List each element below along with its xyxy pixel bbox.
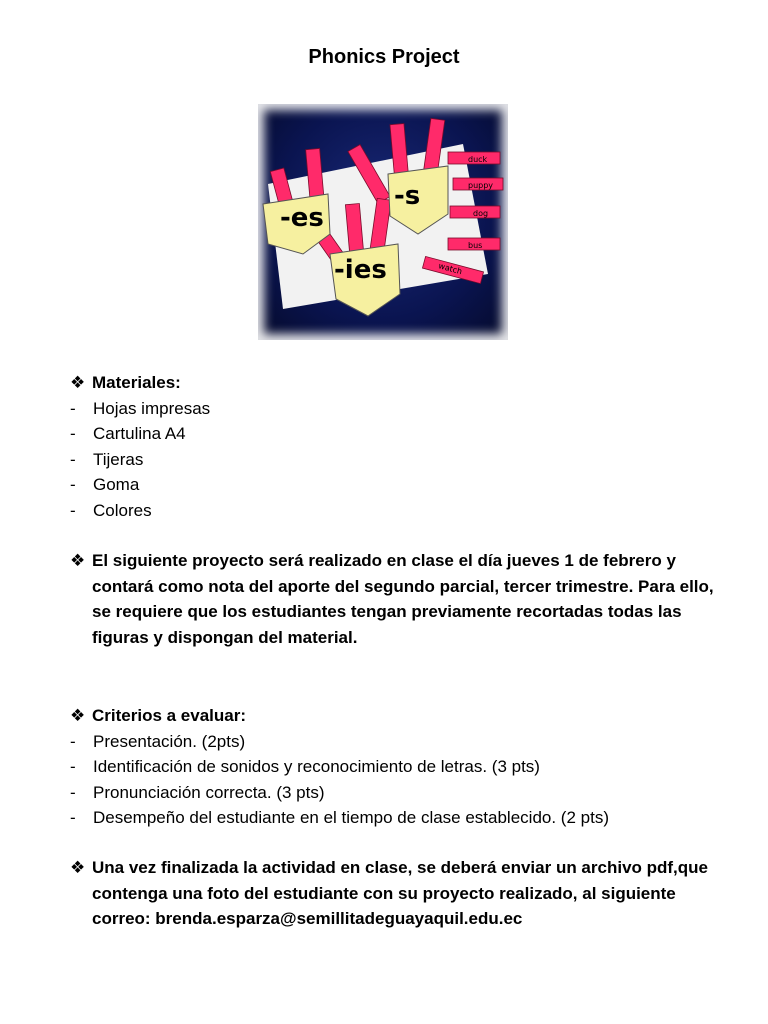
project-illustration	[258, 104, 508, 340]
page-title: Phonics Project	[308, 46, 460, 68]
word-duck: duck	[468, 155, 488, 164]
list-item: - Desempeño del estudiante en el tiempo de clase establecido. (2 pts)	[70, 808, 609, 827]
label-ies: -ies	[334, 255, 387, 285]
final-note	[70, 855, 730, 932]
list-item: - Colores	[70, 500, 152, 520]
bullet-icon: ❖	[70, 858, 86, 877]
final-note-text: Una vez finalizada la actividad en clase, se deberá enviar un archivo pdf,que contenga una foto del estudiante con su proyecto realizado, al siguiente correo: brenda.esparza@semillitadeguayaquil.edu.ec	[92, 858, 709, 928]
criteria-heading: ❖ Criterios a evaluar:	[70, 703, 730, 729]
list-item: - Cartulina A4	[70, 424, 186, 443]
word-bus: bus	[468, 241, 483, 250]
list-item: - Identificación de sonidos y reconocimiento de letras. (3 pts)	[70, 757, 540, 776]
criteria-section	[70, 703, 730, 831]
materials-section	[70, 370, 730, 523]
bullet-icon: ❖	[70, 551, 86, 570]
list-item: - Pronunciación correcta. (3 pts)	[70, 782, 325, 802]
list-item: - Hojas impresas	[70, 398, 211, 418]
label-es: -es	[280, 203, 324, 233]
word-watch: watch	[437, 261, 464, 277]
list-item: - Tijeras	[70, 449, 144, 469]
project-photo	[258, 104, 508, 340]
label-s: -s	[394, 181, 421, 211]
word-dog: dog	[473, 209, 489, 218]
word-puppy: puppy	[468, 181, 494, 190]
project-note-text: El siguiente proyecto será realizado en clase el día jueves 1 de febrero y contará como nota del aporte del segundo parcial, tercer trimestre. Para ello, se requiere que los estudiantes tengan previamente recortadas todas las figuras y dispongan del material.	[92, 551, 714, 647]
bullet-icon: ❖	[70, 373, 86, 392]
materials-heading: ❖ Materiales:	[70, 370, 730, 396]
bullet-icon: ❖	[70, 706, 86, 725]
list-item: - Presentación. (2pts)	[70, 731, 246, 751]
project-note	[70, 548, 730, 650]
list-item: - Goma	[70, 475, 140, 494]
